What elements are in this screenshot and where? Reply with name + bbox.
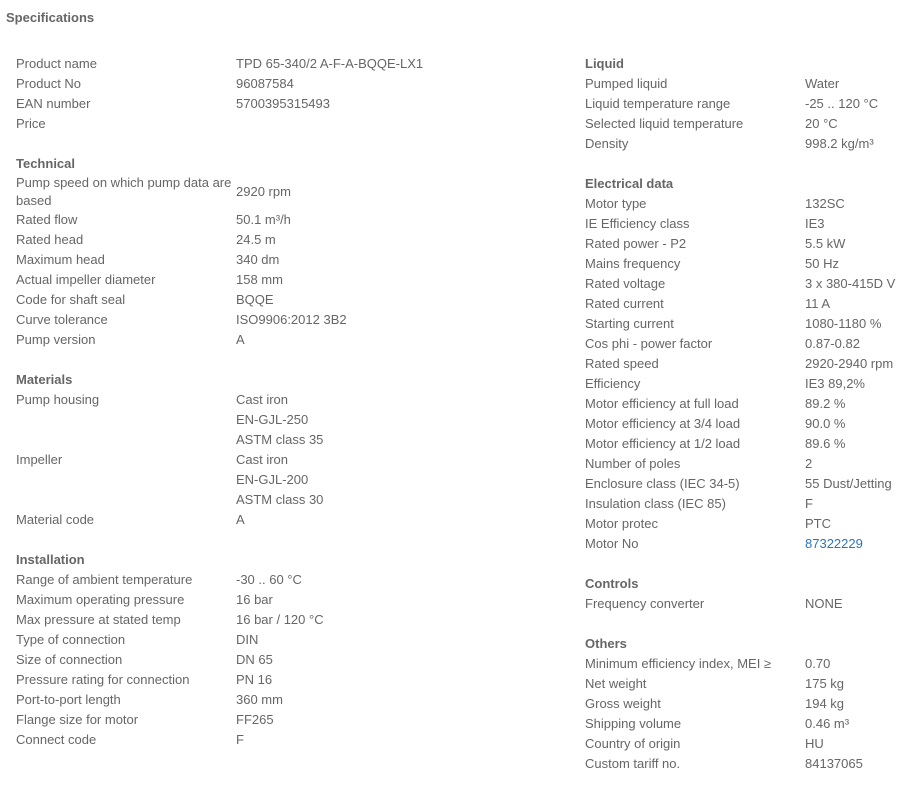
spec-value: 89.6 % (805, 436, 846, 451)
spec-value: 50 Hz (805, 256, 839, 271)
spec-label: Size of connection (16, 652, 123, 667)
spec-label: Rated flow (16, 212, 78, 227)
spec-value: NONE (805, 596, 843, 611)
spec-value: 340 dm (236, 252, 280, 267)
spec-value: 0.87-0.82 (805, 336, 860, 351)
spec-label: Type of connection (16, 632, 126, 647)
spec-label: Starting current (585, 316, 674, 331)
spec-row-cos-phi (585, 334, 905, 354)
spec-value: 96087584 (236, 76, 294, 91)
spec-value-list (236, 390, 323, 450)
spec-row-pumped-liquid (585, 74, 905, 94)
spec-label: Gross weight (585, 696, 661, 711)
spec-value: 132SC (805, 196, 845, 211)
spec-value: DN 65 (236, 652, 273, 667)
spec-label: Shipping volume (585, 716, 682, 731)
spec-row-insulation-class (585, 494, 905, 514)
spec-row-rated-flow (16, 210, 576, 230)
liquid-section (585, 54, 905, 154)
spec-value: -25 .. 120 °C (805, 96, 879, 111)
spec-label: Pump version (16, 332, 96, 347)
technical-section (16, 154, 576, 350)
spec-value: EN-GJL-250 (236, 412, 309, 427)
spec-label: Range of ambient temperature (16, 572, 193, 587)
spec-row-motor-eff-1-2 (585, 434, 905, 454)
installation-section (16, 550, 576, 750)
spec-value: 2920 rpm (236, 184, 291, 199)
spec-label: Product name (16, 56, 97, 71)
spec-label: Custom tariff no. (585, 756, 681, 771)
page-title: Specifications (6, 10, 95, 25)
general-section (16, 54, 576, 134)
section-title: Liquid (585, 56, 624, 71)
spec-label: Rated head (16, 232, 84, 247)
spec-value: TPD 65-340/2 A-F-A-BQQE-LX1 (236, 56, 424, 71)
spec-row-flange-size (16, 710, 576, 730)
spec-value: 2920-2940 rpm (805, 356, 894, 371)
spec-label: Pump speed on which pump data are based (16, 175, 232, 208)
controls-section (585, 574, 905, 614)
spec-value: 360 mm (236, 692, 283, 707)
spec-label: Cos phi - power factor (585, 336, 713, 351)
section-title: Electrical data (585, 176, 674, 191)
spec-row-impeller-diameter (16, 270, 576, 290)
spec-value: 3 x 380-415D V (805, 276, 896, 291)
spec-row-connect-code (16, 730, 576, 750)
spec-value: 50.1 m³/h (236, 212, 291, 227)
spec-row-custom-tariff (585, 754, 905, 774)
spec-value: Cast iron (236, 452, 289, 467)
spec-value: 158 mm (236, 272, 283, 287)
spec-row-type-of-connection (16, 630, 576, 650)
spec-row-selected-liquid-temp (585, 114, 905, 134)
spec-value: 16 bar (236, 592, 273, 607)
spec-row-ambient-temp (16, 570, 576, 590)
spec-row-motor-eff-3-4 (585, 414, 905, 434)
spec-row-pump-speed (16, 174, 576, 210)
spec-value: 0.70 (805, 656, 831, 671)
spec-row-number-of-poles (585, 454, 905, 474)
spec-label: Insulation class (IEC 85) (585, 496, 726, 511)
spec-label: Motor efficiency at 3/4 load (585, 416, 741, 431)
spec-row-material-code (16, 510, 576, 530)
spec-value: IE3 (805, 216, 825, 231)
spec-label: Price (16, 116, 46, 131)
spec-value: Water (805, 76, 840, 91)
spec-value: 90.0 % (805, 416, 846, 431)
spec-value: 2 (805, 456, 813, 471)
spec-label: Connect code (16, 732, 97, 747)
section-title: Installation (16, 552, 85, 567)
spec-row-density (585, 134, 905, 154)
spec-value: PTC (805, 516, 831, 531)
spec-label: Actual impeller diameter (16, 272, 156, 287)
section-title: Technical (16, 156, 76, 171)
spec-value: 16 bar / 120 °C (236, 612, 324, 627)
spec-label: Minimum efficiency index, MEI ≥ (585, 656, 772, 671)
spec-value: 89.2 % (805, 396, 846, 411)
spec-row-rated-current (585, 294, 905, 314)
spec-row-max-pressure-stated-temp (16, 610, 576, 630)
spec-value: BQQE (236, 292, 274, 307)
spec-row-ean-number (16, 94, 576, 114)
spec-row-impeller (16, 450, 576, 510)
spec-row-net-weight (585, 674, 905, 694)
spec-label: Curve tolerance (16, 312, 108, 327)
spec-row-product-name (16, 54, 576, 74)
spec-row-rated-voltage (585, 274, 905, 294)
spec-label: Maximum operating pressure (16, 592, 185, 607)
spec-row-pump-housing (16, 390, 576, 450)
spec-label: Motor efficiency at full load (585, 396, 739, 411)
spec-value: 55 Dust/Jetting (805, 476, 892, 491)
spec-row-motor-protec (585, 514, 905, 534)
spec-row-rated-speed (585, 354, 905, 374)
spec-value: 24.5 m (236, 232, 276, 247)
spec-label: Motor type (585, 196, 647, 211)
spec-row-shipping-volume (585, 714, 905, 734)
spec-row-maximum-head (16, 250, 576, 270)
spec-value: ISO9906:2012 3B2 (236, 312, 347, 327)
spec-label: Max pressure at stated temp (16, 612, 181, 627)
spec-value-list (236, 450, 323, 510)
specs-left-column (16, 54, 576, 770)
spec-row-enclosure-class (585, 474, 905, 494)
spec-value: 5.5 kW (805, 236, 846, 251)
spec-value: 11 A (805, 296, 831, 311)
spec-label: Rated power - P2 (585, 236, 687, 251)
spec-label: Motor No (585, 536, 639, 551)
spec-row-ie-efficiency-class (585, 214, 905, 234)
spec-label: Material code (16, 512, 95, 527)
spec-label: Maximum head (16, 252, 105, 267)
materials-section (16, 370, 576, 530)
spec-value: ASTM class 35 (236, 432, 324, 447)
spec-label: Pump housing (16, 392, 100, 407)
spec-row-pump-version (16, 330, 576, 350)
spec-value: FF265 (236, 712, 274, 727)
spec-label: Port-to-port length (16, 692, 121, 707)
spec-row-shaft-seal (16, 290, 576, 310)
spec-value: HU (805, 736, 824, 751)
spec-value: ASTM class 30 (236, 492, 324, 507)
spec-label: Pressure rating for connection (16, 672, 190, 687)
spec-label: Enclosure class (IEC 34-5) (585, 476, 740, 491)
spec-row-max-operating-pressure (16, 590, 576, 610)
section-title: Controls (585, 576, 639, 591)
spec-label: EAN number (16, 96, 91, 111)
spec-value: DIN (236, 632, 259, 647)
spec-value: IE3 89,2% (805, 376, 865, 391)
spec-value: -30 .. 60 °C (236, 572, 302, 587)
section-title: Others (585, 636, 627, 651)
spec-label: Number of poles (585, 456, 681, 471)
others-section (585, 634, 905, 774)
spec-row-curve-tolerance (16, 310, 576, 330)
spec-label: Selected liquid temperature (585, 116, 744, 131)
spec-label: Country of origin (585, 736, 681, 751)
spec-label: Liquid temperature range (585, 96, 731, 111)
spec-value: 0.46 m³ (805, 716, 850, 731)
spec-row-motor-eff-full (585, 394, 905, 414)
spec-row-liquid-temp-range (585, 94, 905, 114)
spec-label: Pumped liquid (585, 76, 668, 91)
spec-value: 175 kg (805, 676, 845, 691)
spec-row-rated-power (585, 234, 905, 254)
spec-row-frequency-converter (585, 594, 905, 614)
spec-label: Rated voltage (585, 276, 666, 291)
spec-value: 5700395315493 (236, 96, 330, 111)
electrical-section (585, 174, 905, 554)
spec-row-port-to-port-length (16, 690, 576, 710)
spec-value: 998.2 kg/m³ (805, 136, 874, 151)
spec-label: Flange size for motor (16, 712, 139, 727)
spec-label: IE Efficiency class (585, 216, 690, 231)
section-title: Materials (16, 372, 73, 387)
spec-label: Motor protec (585, 516, 658, 531)
spec-value: 194 kg (805, 696, 845, 711)
spec-row-pressure-rating (16, 670, 576, 690)
spec-row-size-of-connection (16, 650, 576, 670)
spec-row-motor-no (585, 534, 905, 554)
spec-label: Frequency converter (585, 596, 705, 611)
spec-row-rated-head (16, 230, 576, 250)
spec-label: Rated speed (585, 356, 659, 371)
spec-value: PN 16 (236, 672, 273, 687)
spec-value: EN-GJL-200 (236, 472, 309, 487)
spec-row-motor-type (585, 194, 905, 214)
spec-row-mei (585, 654, 905, 674)
spec-value: 1080-1180 % (805, 316, 882, 331)
spec-row-mains-frequency (585, 254, 905, 274)
spec-label: Mains frequency (585, 256, 681, 271)
spec-value: F (236, 732, 244, 747)
spec-label: Code for shaft seal (16, 292, 126, 307)
spec-value: Cast iron (236, 392, 289, 407)
spec-value: A (236, 512, 245, 527)
spec-label: Density (585, 136, 629, 151)
spec-row-country-of-origin (585, 734, 905, 754)
spec-label: Net weight (585, 676, 647, 691)
spec-value: F (805, 496, 813, 511)
spec-label: Motor efficiency at 1/2 load (585, 436, 741, 451)
spec-row-efficiency (585, 374, 905, 394)
spec-label: Rated current (585, 296, 664, 311)
spec-label: Impeller (16, 452, 63, 467)
spec-value: A (236, 332, 245, 347)
motor-no-link[interactable]: 87322229 (805, 536, 863, 551)
spec-row-price (16, 114, 576, 134)
spec-label: Efficiency (585, 376, 641, 391)
spec-label: Product No (16, 76, 82, 91)
spec-row-gross-weight (585, 694, 905, 714)
spec-value: 84137065 (805, 756, 863, 771)
spec-value: 20 °C (805, 116, 838, 131)
specs-right-column (585, 54, 905, 794)
spec-row-product-no (16, 74, 576, 94)
spec-row-starting-current (585, 314, 905, 334)
